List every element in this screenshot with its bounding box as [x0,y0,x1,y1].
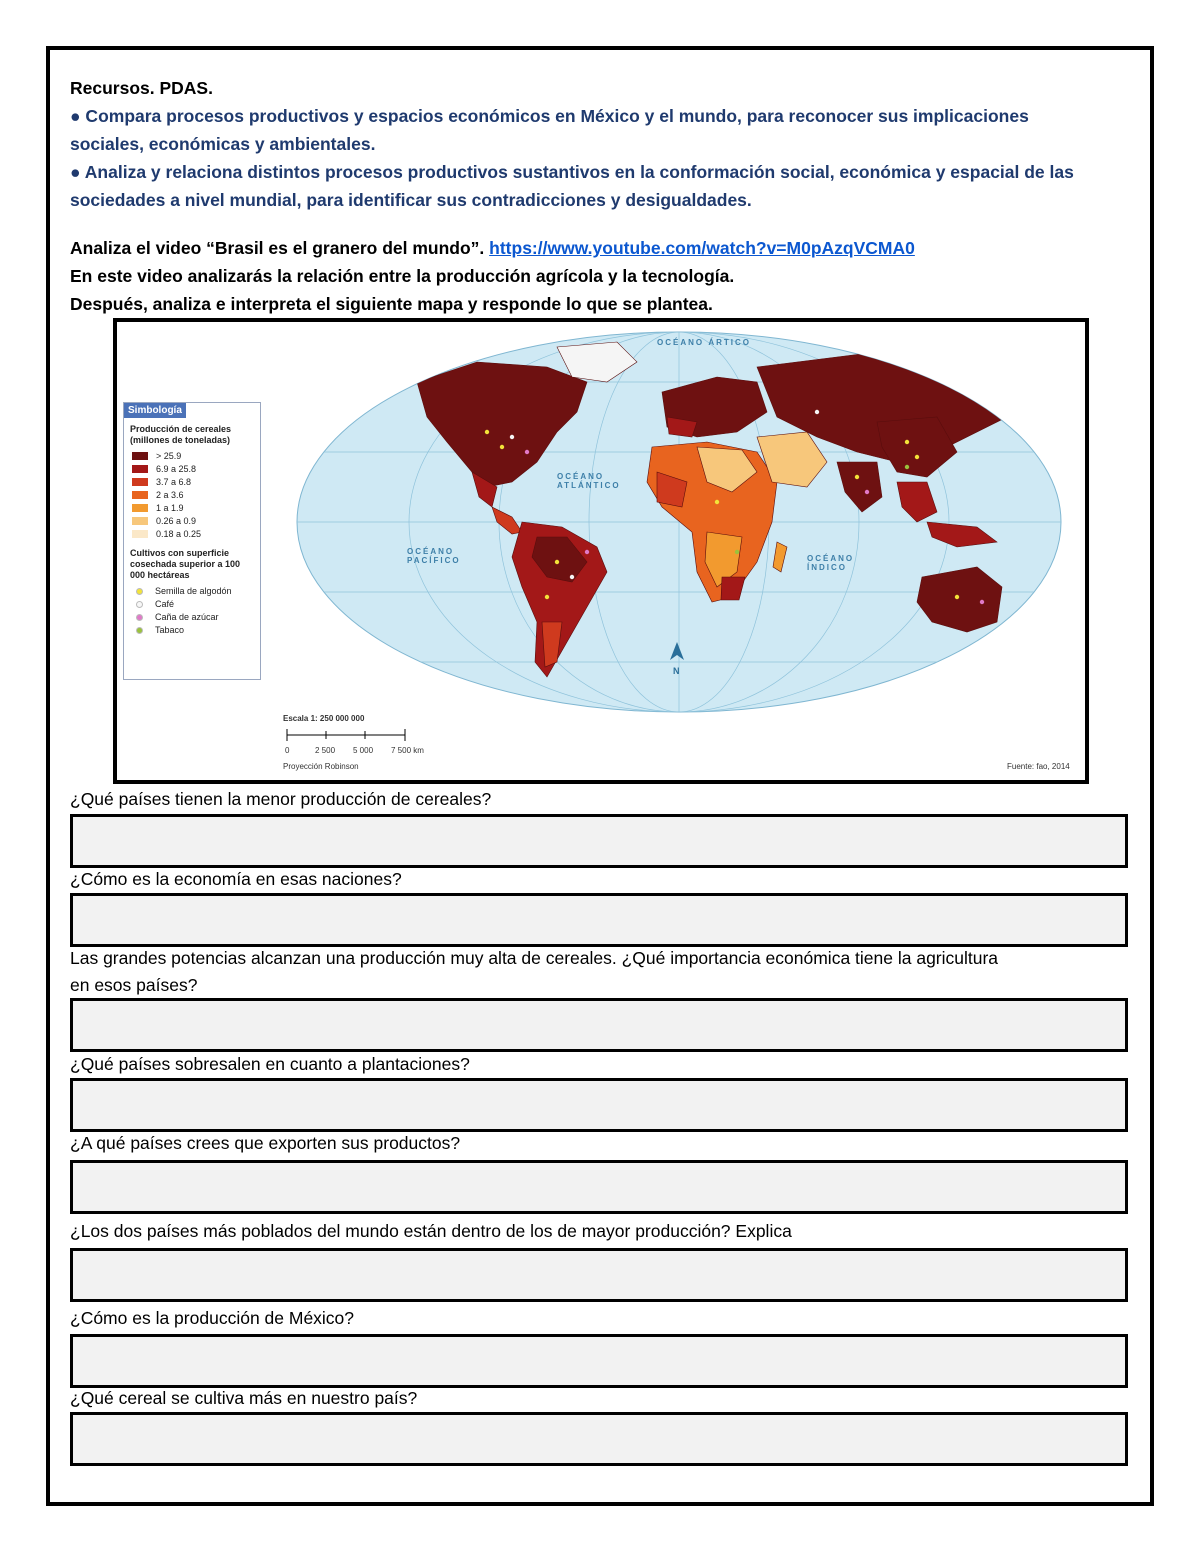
crop-dot-icon [136,614,143,621]
objective-2-line-1: ● Analiza y relaciona distintos procesos productivos sustantivos en la conformación social, económica y espacial de las [70,162,1074,182]
instruction-line-3: Después, analiza e interpreta el siguiente mapa y responde lo que se plantea. [70,294,713,314]
ocean-arctic-label: OCÉANO ÁRTICO [657,338,751,347]
legend-class-row [132,502,252,514]
objective-1-line-2: sociales, económicas y ambientales. [70,134,376,154]
answer-box-3[interactable] [70,998,1128,1052]
answer-box-6[interactable] [70,1248,1128,1302]
legend-swatch [132,478,148,486]
legend-crop-label: Caña de azúcar [155,612,219,622]
objective-2-line-2: sociedades a nivel mundial, para identificar sus contradicciones y desigualdades. [70,190,752,210]
question-2: ¿Cómo es la economía en esas naciones? [70,869,402,889]
projection-label: Proyección Robinson [283,762,359,771]
question-3-line-2: en esos países? [70,975,198,995]
legend-classes [124,450,260,540]
legend-crop-row [132,624,252,636]
scale-tick-0: 0 [285,746,290,755]
legend-class-label: 2 a 3.6 [156,490,184,500]
legend-class-row [132,450,252,462]
legend-class-row [132,489,252,501]
answer-box-5[interactable] [70,1160,1128,1214]
source-label: Fuente: fao, 2014 [1007,762,1070,771]
legend-crop-label: Café [155,599,175,609]
scale-bar [287,729,405,741]
video-link[interactable]: https://www.youtube.com/watch?v=M0pAzqVCMA0 [489,238,915,258]
map-illustration [117,322,1085,780]
answer-box-2[interactable] [70,893,1128,947]
ocean-indian-label: OCÉANO ÍNDICO [807,554,855,572]
scale-tick-2500: 2 500 [315,746,336,755]
legend-class-label: 0.26 a 0.9 [156,516,197,526]
instruction-line-2: En este video analizarás la relación entre la producción agrícola y la tecnología. [70,266,735,286]
ocean-pacific-label: OCÉANO PACÍFICO [407,547,461,565]
legend-class-label: 3.7 a 6.8 [156,477,192,487]
legend-class-label: 1 a 1.9 [156,503,184,513]
map-legend [123,402,261,680]
answer-box-1[interactable] [70,814,1128,868]
video-instruction-text: Analiza el video “Brasil es el granero del mundo”. [70,238,490,258]
legend-crop-row [132,598,252,610]
ocean-atlantic-label: OCÉANO ATLÁNTICO [557,472,621,490]
answer-box-8[interactable] [70,1412,1128,1466]
legend-class-row [132,528,252,540]
question-5: ¿A qué países crees que exporten sus productos? [70,1133,461,1153]
question-7: ¿Cómo es la producción de México? [70,1308,355,1328]
legend-swatch [132,530,148,538]
crop-dot-icon [136,627,143,634]
objective-1-line-1: ● Compara procesos productivos y espacios económicos en México y el mundo, para reconocer sus implicaciones [70,106,1029,126]
legend-class-row [132,515,252,527]
section-title: Recursos. PDAS. [70,78,213,98]
question-4: ¿Qué países sobresalen en cuanto a plantaciones? [70,1054,470,1074]
crop-dot-icon [136,588,143,595]
legend-swatch [132,504,148,512]
legend-swatch [132,517,148,525]
legend-class-label: 0.18 a 0.25 [156,529,202,539]
scale-tick-5000: 5 000 [353,746,374,755]
legend-crops [124,585,260,636]
legend-crop-row [132,611,252,623]
legend-class-label: 6.9 a 25.8 [156,464,197,474]
legend-header: Simbología [124,403,186,418]
crops-title: Cultivos con superficie cosechada superior a 100 000 hectáreas [130,548,241,580]
question-8: ¿Qué cereal se cultiva más en nuestro país? [70,1388,418,1408]
crop-dot-icon [136,601,143,608]
legend-crop-label: Semilla de algodón [155,586,232,596]
video-instruction [70,234,915,262]
legend-swatch [132,452,148,460]
question-1: ¿Qué países tienen la menor producción de cereales? [70,789,492,809]
answer-box-4[interactable] [70,1078,1128,1132]
answer-box-7[interactable] [70,1334,1128,1388]
question-3-line-1: Las grandes potencias alcanzan una producción muy alta de cereales. ¿Qué importancia económica tiene la agricultura [70,948,999,968]
legend-crop-row [132,585,252,597]
north-label: N [673,666,680,676]
legend-class-row [132,476,252,488]
scale-label: Escala 1: 250 000 000 [283,714,365,723]
world-cereal-map [113,318,1089,784]
legend-class-row [132,463,252,475]
scale-tick-7500: 7 500 km [391,746,424,755]
question-6: ¿Los dos países más poblados del mundo están dentro de los de mayor producción? Explica [70,1221,792,1241]
legend-swatch [132,491,148,499]
legend-crop-label: Tabaco [155,625,185,635]
legend-title: Producción de cereales (millones de toneladas) [130,424,232,445]
legend-swatch [132,465,148,473]
legend-class-label: > 25.9 [156,451,182,461]
